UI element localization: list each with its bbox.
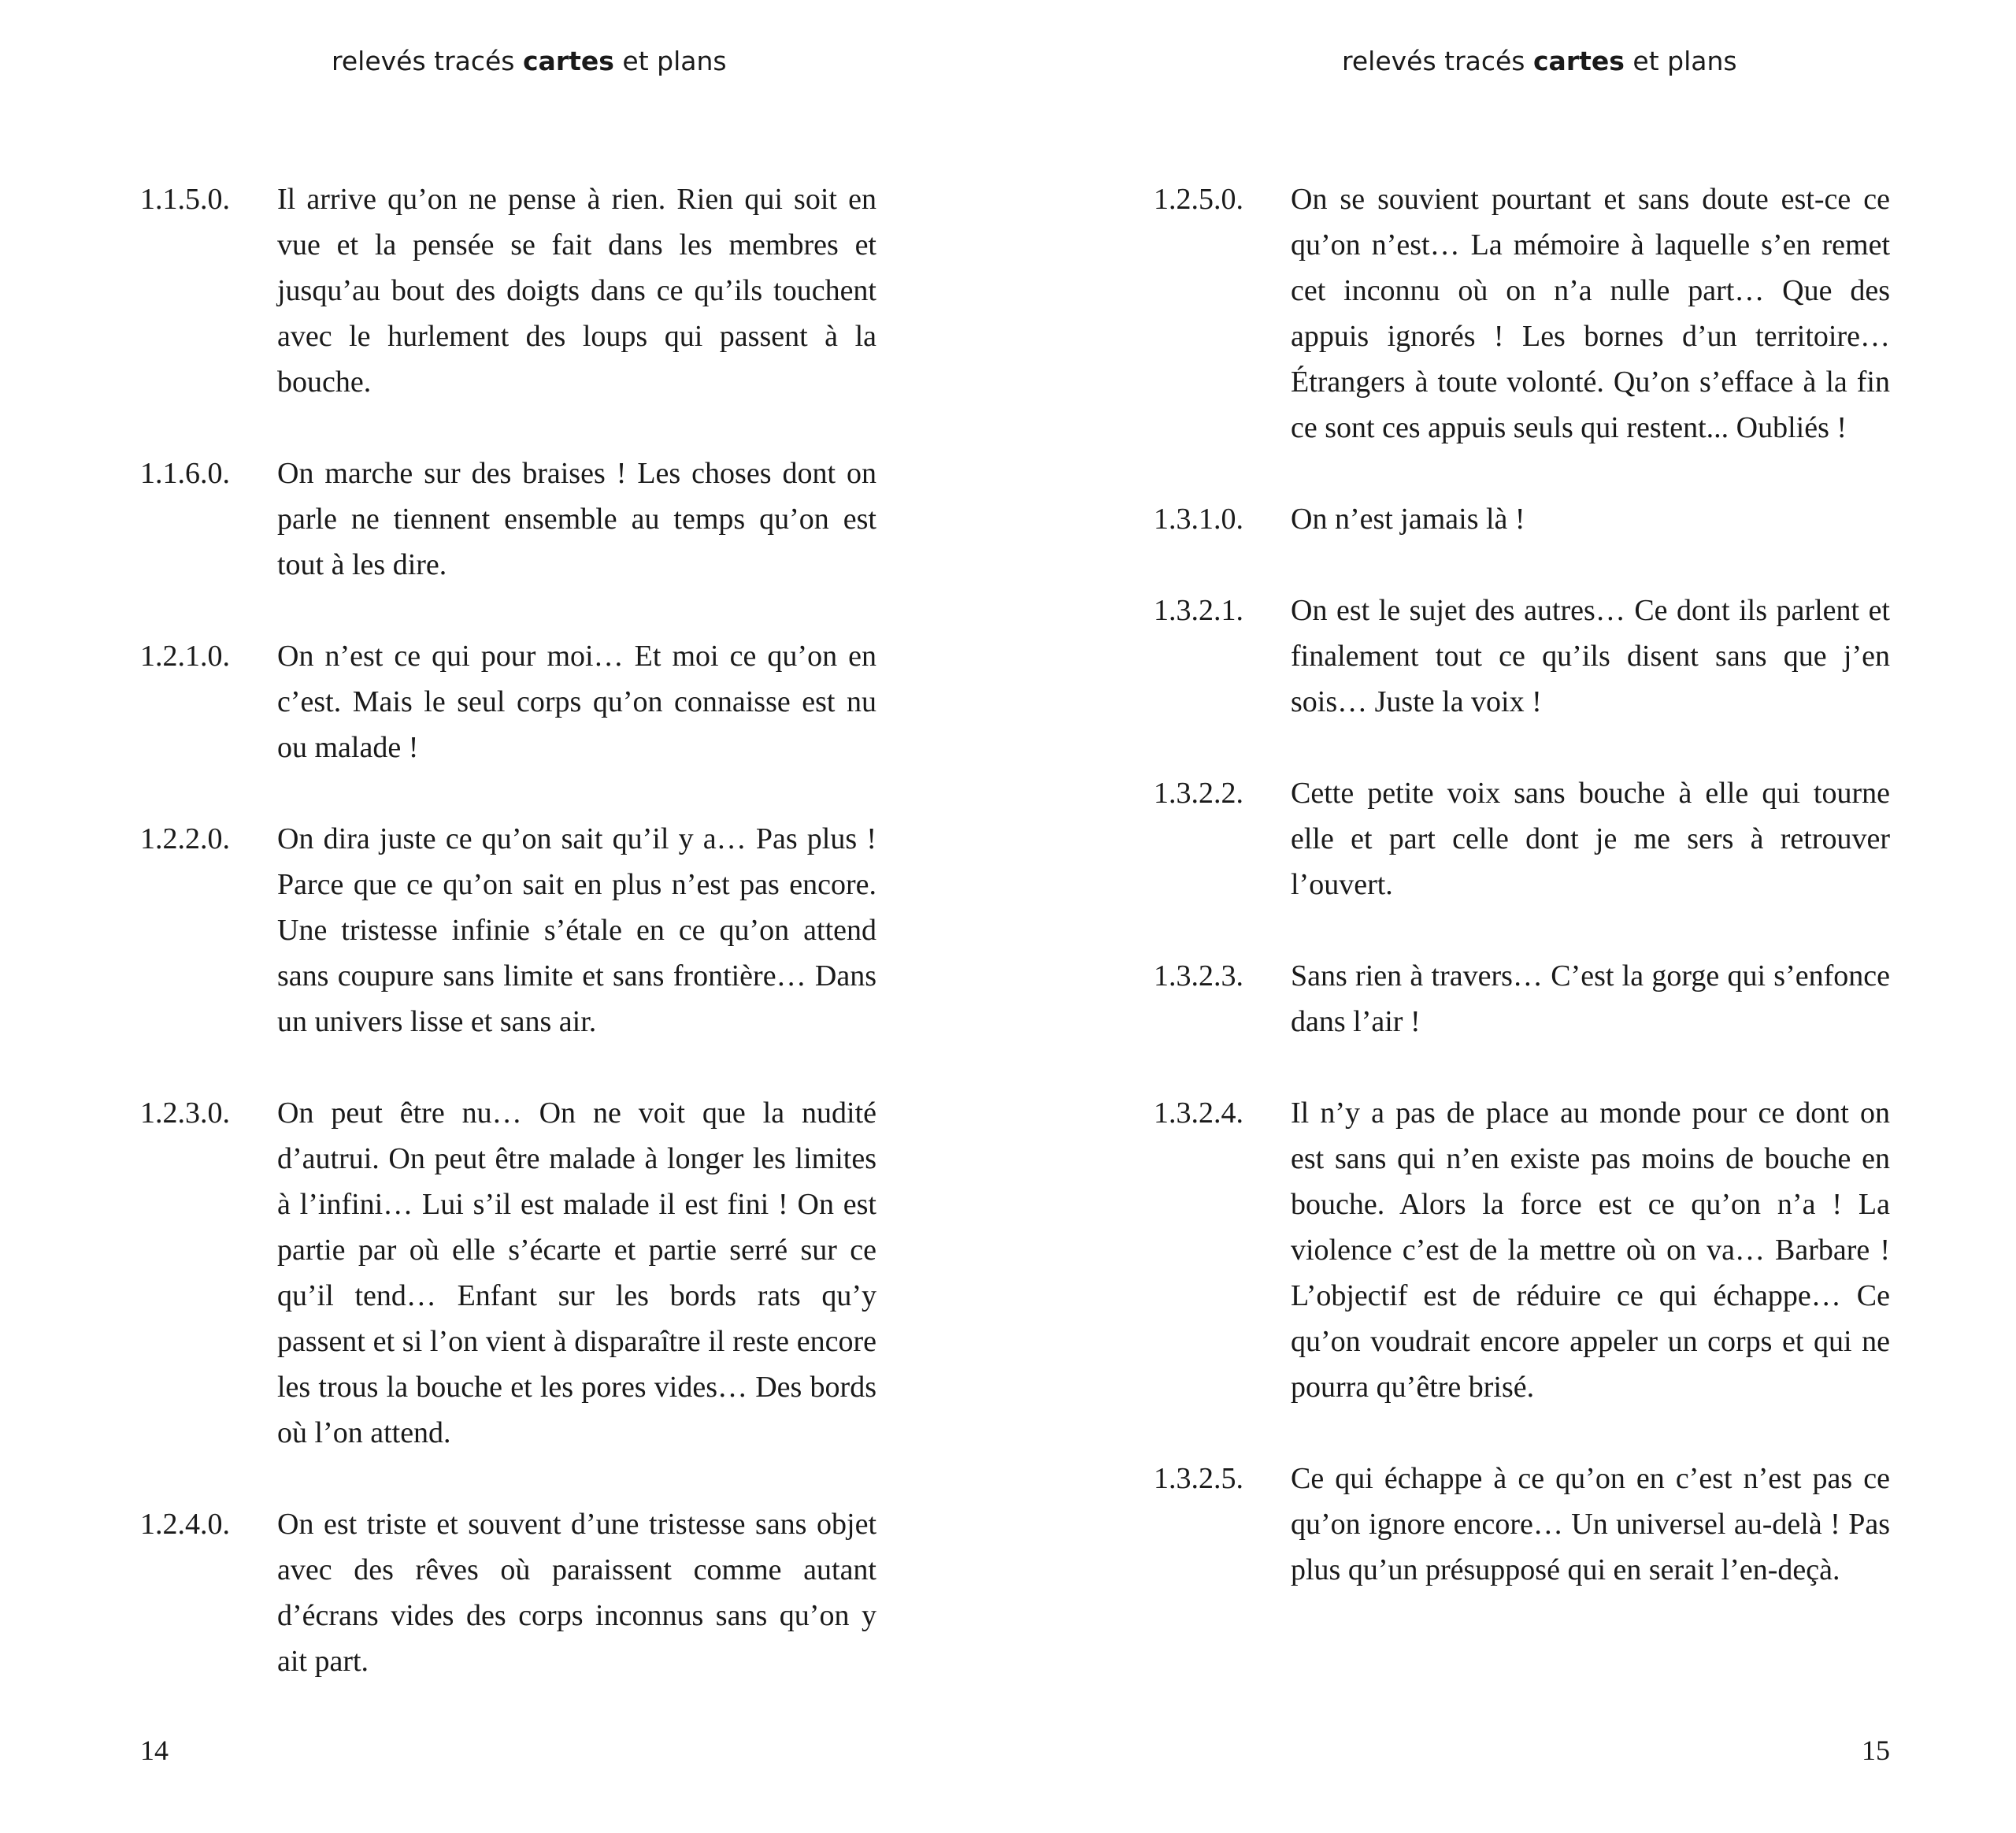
entry-number: 1.2.3.0. xyxy=(140,1096,230,1130)
header-prefix: relevés tracés xyxy=(332,46,523,76)
entry xyxy=(1154,1090,1890,1410)
entry-number: 1.3.2.3. xyxy=(1154,959,1243,993)
entry-text: On est triste et souvent d’une tristesse sans objet avec des rêves où paraissent comme autant d’écrans vides des corps inconnus sans qu’on y ait part. xyxy=(277,1508,876,1678)
entry-text: On peut être nu… On ne voit que la nudité d’autrui. On peut être malade à longer les limites à l’infini… Lui s’il est malade il est fini ! On est partie par où elle s’écarte et partie serré sur ce qu’il tend… Enfant sur les bords rats qu’y passent et si l’on vient à disparaître il reste encore les trous la bouche et les pores vides… Des bords où l’on attend. xyxy=(277,1096,876,1449)
entry xyxy=(1154,588,1890,725)
entry-number: 1.2.4.0. xyxy=(140,1508,230,1541)
entry-number: 1.1.5.0. xyxy=(140,183,230,216)
entry-text: On se souvient pourtant et sans doute est-ce ce qu’on n’est… La mémoire à laquelle s’en remet cet inconnu où on n’a nulle part… Que des appuis ignorés ! Les bornes d’un territoire… Étrangers à toute volonté. Qu’on s’efface à la fin ce sont ces appuis seuls qui restent... Oubliés ! xyxy=(1291,183,1890,444)
header-prefix: relevés tracés xyxy=(1342,46,1533,76)
entry xyxy=(140,176,876,405)
entry-number: 1.3.2.2. xyxy=(1154,777,1243,810)
page-number: 14 xyxy=(140,1735,169,1766)
entry xyxy=(140,1090,876,1456)
entry xyxy=(140,1501,876,1684)
entry-text: Il n’y a pas de place au monde pour ce dont on est sans qui n’en existe pas moins de bouche en bouche. Alors la force est ce qu’on n’a ! La violence c’est de la mettre où on va… Barbare ! L’objectif est de réduire ce qui échappe… Ce qu’on voudrait encore appeler un corps et qui ne pourra qu’être brisé. xyxy=(1291,1096,1890,1404)
entry-number: 1.2.2.0. xyxy=(140,822,230,855)
entry-text: On est le sujet des autres… Ce dont ils parlent et finalement tout ce qu’ils disent sans que j’en sois… Juste la voix ! xyxy=(1291,594,1890,718)
entry-text: On marche sur des braises ! Les choses dont on parle ne tiennent ensemble au temps qu’on est tout à les dire. xyxy=(277,457,876,581)
running-header xyxy=(1342,46,1737,77)
entry xyxy=(1154,496,1890,542)
entry xyxy=(1154,770,1890,907)
entry xyxy=(140,451,876,588)
entry-text: Cette petite voix sans bouche à elle qui tourne elle et part celle dont je me sers à retrouver l’ouvert. xyxy=(1291,777,1890,901)
header-suffix: et plans xyxy=(613,46,727,76)
running-header xyxy=(332,46,727,77)
entry xyxy=(140,816,876,1045)
right-page xyxy=(1008,0,2016,1833)
header-suffix: et plans xyxy=(1624,46,1737,76)
entry xyxy=(1154,176,1890,451)
entry xyxy=(140,633,876,770)
entry-text: On n’est ce qui pour moi… Et moi ce qu’on en c’est. Mais le seul corps qu’on connaisse est nu ou malade ! xyxy=(277,640,876,764)
entry-text: Il arrive qu’on ne pense à rien. Rien qui soit en vue et la pensée se fait dans les membres et jusqu’au bout des doigts dans ce qu’ils touchent avec le hurlement des loups qui passent à la bouche. xyxy=(277,183,876,399)
entry-number: 1.3.2.4. xyxy=(1154,1096,1243,1130)
page-number: 15 xyxy=(1862,1735,1890,1766)
entry xyxy=(1154,1456,1890,1593)
entry-number: 1.1.6.0. xyxy=(140,457,230,490)
entry-number: 1.2.5.0. xyxy=(1154,183,1243,216)
entry-number: 1.3.2.5. xyxy=(1154,1462,1243,1495)
entry xyxy=(1154,953,1890,1045)
entry-number: 1.3.2.1. xyxy=(1154,594,1243,627)
entry-text: On dira juste ce qu’on sait qu’il y a… Pas plus ! Parce que ce qu’on sait en plus n’est pas encore. Une tristesse infinie s’étale en ce qu’on attend sans coupure sans limite et sans frontière… Dans un univers lisse et sans air. xyxy=(277,822,876,1038)
header-bold: cartes xyxy=(1533,46,1625,76)
entry-number: 1.3.1.0. xyxy=(1154,503,1243,536)
entry-text: Sans rien à travers… C’est la gorge qui s’enfonce dans l’air ! xyxy=(1291,959,1890,1038)
header-bold: cartes xyxy=(523,46,614,76)
entry-number: 1.2.1.0. xyxy=(140,640,230,673)
entry-text: On n’est jamais là ! xyxy=(1291,503,1525,536)
entry-list xyxy=(1154,176,1890,1638)
entry-text: Ce qui échappe à ce qu’on en c’est n’est pas ce qu’on ignore encore… Un universel au-delà ! Pas plus qu’un présupposé qui en serait l’en-deçà. xyxy=(1291,1462,1890,1586)
entry-list xyxy=(140,176,876,1730)
